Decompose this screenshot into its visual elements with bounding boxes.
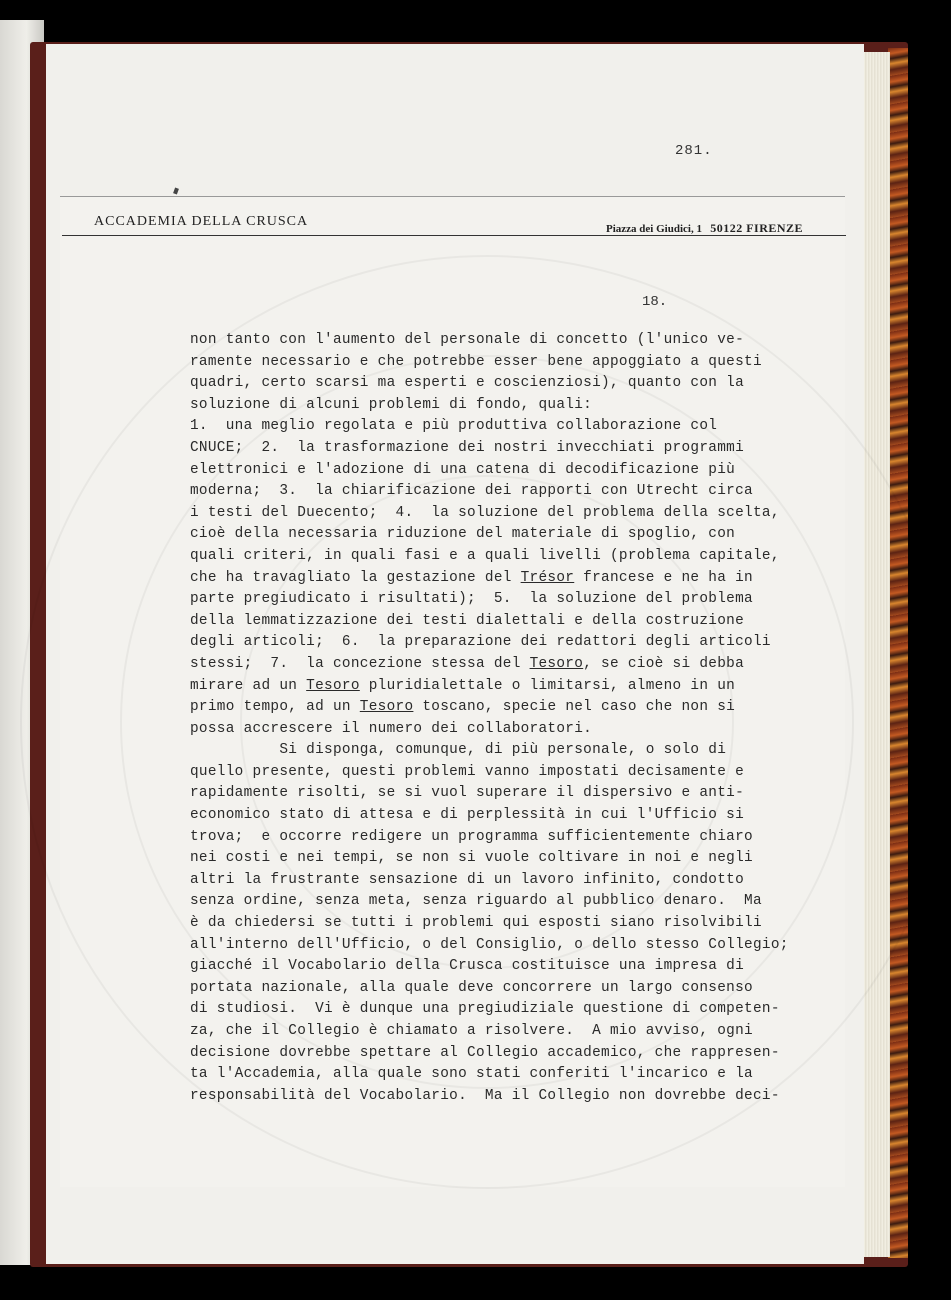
text-line: altri la frustrante sensazione di un lavoro infinito, condotto bbox=[190, 871, 745, 888]
text-line: giacché il Vocabolario della Crusca costituisce una impresa di bbox=[190, 958, 745, 975]
text-line: mirare ad un Tesoro pluridialettale o limitarsi, almeno in un bbox=[190, 677, 736, 694]
text-line: elettronici e l'adozione di una catena di decodificazione più bbox=[190, 461, 736, 478]
text-line: ramente necessario e che potrebbe esser bene appoggiato a questi bbox=[190, 353, 762, 370]
text-line: quadri, certo scarsi ma esperti e coscienziosi), quanto con la bbox=[190, 375, 745, 392]
page-number: 281. bbox=[675, 143, 713, 159]
text-line: ta l'Accademia, alla quale sono stati conferiti l'incarico e la bbox=[190, 1066, 753, 1083]
text-line: cioè della necessaria riduzione del materiale di spoglio, con bbox=[190, 526, 736, 543]
text-line: primo tempo, ad un Tesoro toscano, specie nel caso che non si bbox=[190, 699, 736, 716]
typed-body-text bbox=[190, 330, 790, 1107]
text-line: responsabilità del Vocabolario. Ma il Collegio non dovrebbe deci- bbox=[190, 1087, 780, 1104]
letterhead-address bbox=[606, 221, 803, 236]
text-line: che ha travagliato la gestazione del Trésor francese e ne ha in bbox=[190, 569, 753, 586]
letterhead-street: Piazza dei Giudici, 1 bbox=[606, 223, 702, 235]
text-line: CNUCE; 2. la trasformazione dei nostri invecchiati programmi bbox=[190, 439, 745, 456]
text-line: quali criteri, in quali fasi e a quali livelli (problema capitale, bbox=[190, 547, 780, 564]
text-line: possa accrescere il numero dei collaboratori. bbox=[190, 720, 593, 737]
underlined-title: Tesoro bbox=[359, 699, 414, 716]
text-line: i testi del Duecento; 4. la soluzione del problema della scelta, bbox=[190, 504, 780, 521]
letterhead-rule bbox=[62, 235, 846, 236]
letterhead-institution: ACCADEMIA DELLA CRUSCA bbox=[94, 214, 309, 229]
underlined-title: Tesoro bbox=[306, 677, 360, 694]
text-line: di studiosi. Vi è dunque una pregiudiziale questione di competen- bbox=[190, 1001, 780, 1018]
text-line: soluzione di alcuni problemi di fondo, quali: bbox=[190, 396, 593, 413]
text-line: senza ordine, senza meta, senza riguardo al pubblico denaro. Ma bbox=[190, 893, 762, 910]
underlined-title: Trésor bbox=[520, 569, 575, 586]
text-line: degli articoli; 6. la preparazione dei redattori degli articoli bbox=[190, 634, 771, 651]
text-line: all'interno dell'Ufficio, o del Consiglio, o dello stesso Collegio; bbox=[190, 936, 789, 953]
text-line: za, che il Collegio è chiamato a risolvere. A mio avviso, ogni bbox=[190, 1023, 753, 1039]
text-line: nei costi e nei tempi, se non si vuole coltivare in noi e negli bbox=[190, 850, 753, 867]
text-line: decisione dovrebbe spettare al Collegio accademico, che rappresen- bbox=[190, 1044, 780, 1061]
sheet-number: 18. bbox=[642, 294, 668, 310]
text-line: quello presente, questi problemi vanno impostati decisamente e bbox=[190, 763, 745, 780]
text-line: stessi; 7. la concezione stessa del Tesoro, se cioè si debba bbox=[190, 655, 745, 672]
text-line: trova; e occorre redigere un programma sufficientemente chiaro bbox=[190, 828, 753, 845]
letterhead-city: 50122 FIRENZE bbox=[710, 221, 804, 235]
text-line: parte pregiudicato i risultati); 5. la soluzione del problema bbox=[190, 591, 753, 608]
text-line: economico stato di attesa e di perplessità in cui l'Ufficio si bbox=[190, 807, 745, 824]
text-line: è da chiedersi se tutti i problemi qui esposti siano risolvibili bbox=[190, 915, 762, 932]
text-line: Si disponga, comunque, di più personale, o solo di bbox=[190, 742, 727, 759]
text-line: portata nazionale, alla quale deve concorrere un largo consenso bbox=[190, 979, 753, 996]
text-line: moderna; 3. la chiarificazione dei rapporti con Utrecht circa bbox=[190, 483, 753, 500]
text-line: 1. una meglio regolata e più produttiva collaborazione col bbox=[190, 418, 718, 435]
text-line: della lemmatizzazione dei testi dialettali e della costruzione bbox=[190, 612, 745, 629]
text-line: non tanto con l'aumento del personale di concetto (l'unico ve- bbox=[190, 332, 745, 348]
underlined-title: Tesoro bbox=[529, 655, 584, 672]
text-line: rapidamente risolti, se si vuol superare il dispersivo e anti- bbox=[190, 785, 745, 802]
